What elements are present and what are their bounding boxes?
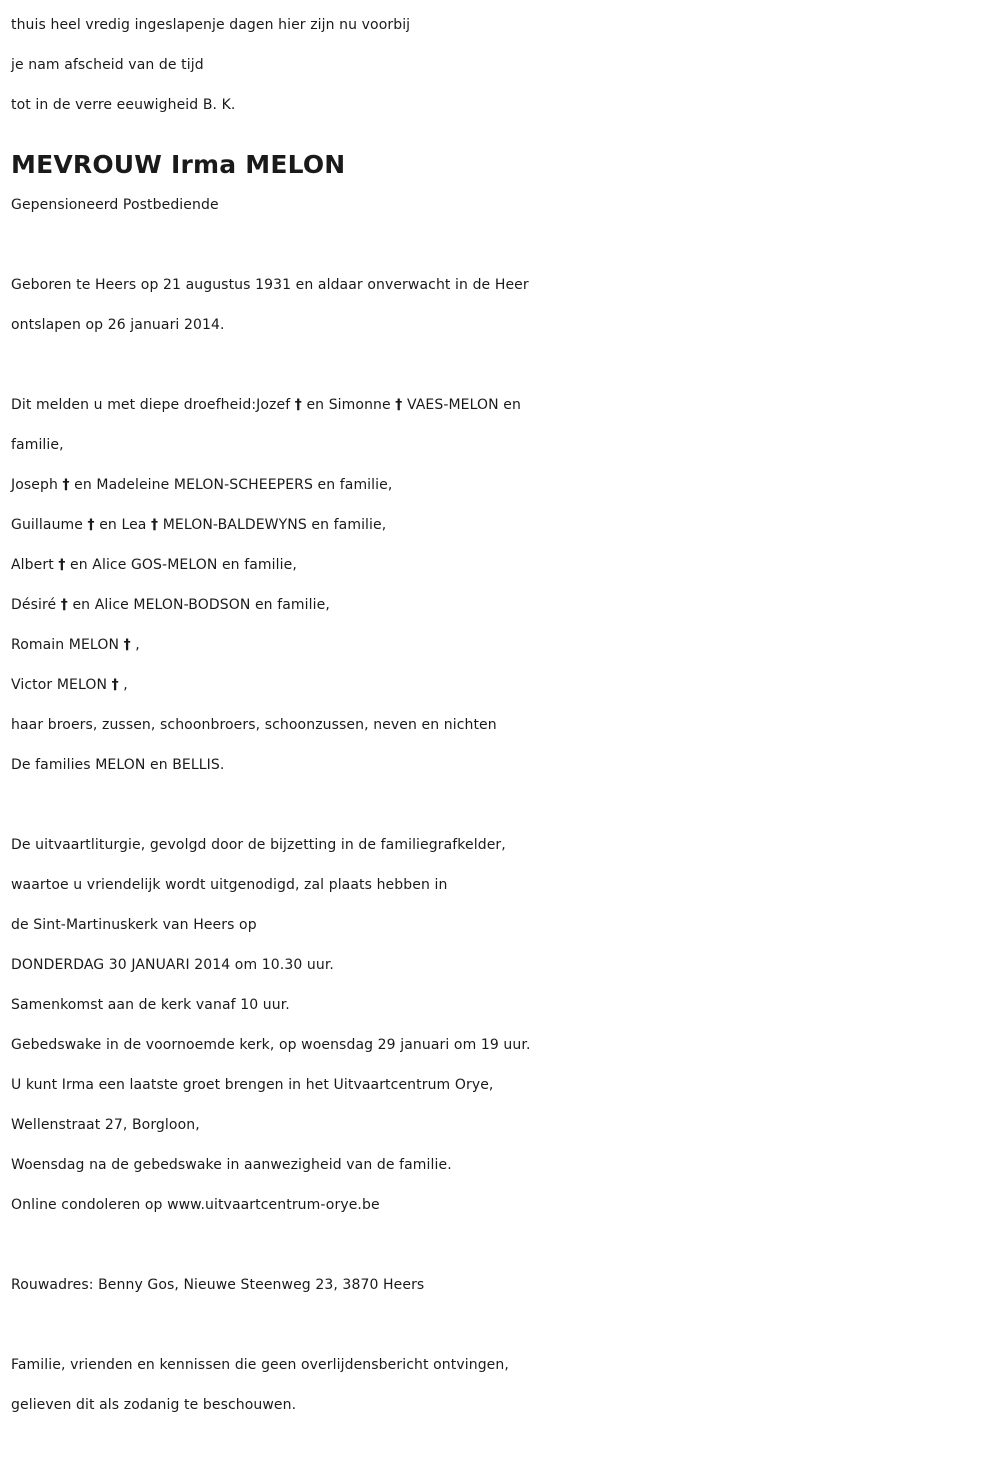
- family-line: Joseph † en Madeleine MELON-SCHEEPERS en familie,: [11, 465, 991, 505]
- spacer: [11, 225, 991, 265]
- closing-paragraph: [11, 1345, 991, 1425]
- poem-line: tot in de verre eeuwigheid B. K.: [11, 97, 236, 113]
- paragraph-line: Online condoleren op www.uitvaartcentrum-orye.be: [11, 1197, 380, 1213]
- family-line: Guillaume † en Lea † MELON-BALDEWYNS en familie,: [11, 505, 991, 545]
- paragraph-line: Wellenstraat 27, Borgloon,: [11, 1117, 200, 1133]
- paragraph-line: Woensdag na de gebedswake in aanwezigheid van de familie.: [11, 1157, 452, 1173]
- occupation: Gepensioneerd Postbediende: [11, 197, 219, 213]
- poem: [11, 5, 991, 125]
- paragraph-line: Gebedswake in de voornoemde kerk, op woensdag 29 januari om 19 uur.: [11, 1037, 531, 1053]
- cross-icon: †: [123, 637, 131, 653]
- spacer: [11, 1225, 991, 1265]
- paragraph-line: Familie, vrienden en kennissen die geen overlijdensbericht ontvingen,: [11, 1357, 509, 1373]
- family-line: haar broers, zussen, schoonbroers, schoonzussen, neven en nichten: [11, 717, 497, 733]
- deceased-name: MEVROUW Irma MELON: [11, 150, 346, 179]
- poem-line: je nam afscheid van de tijd: [11, 57, 204, 73]
- poem-line: thuis heel vredig ingeslapenje dagen hier zijn nu voorbij: [11, 17, 411, 33]
- spacer: [11, 1305, 991, 1345]
- family-line: Désiré † en Alice MELON-BODSON en familie,: [11, 585, 991, 625]
- obituary-document: [11, 5, 991, 1425]
- birth-death-paragraph: [11, 265, 991, 345]
- cross-icon: †: [151, 517, 159, 533]
- paragraph-line: Geboren te Heers op 21 augustus 1931 en aldaar onverwacht in de Heer: [11, 277, 529, 293]
- spacer: [11, 785, 991, 825]
- cross-icon: †: [395, 397, 403, 413]
- paragraph-line: waartoe u vriendelijk wordt uitgenodigd, zal plaats hebben in: [11, 877, 448, 893]
- family-line: Victor MELON † ,: [11, 665, 991, 705]
- paragraph-line: U kunt Irma een laatste groet brengen in het Uitvaartcentrum Orye,: [11, 1077, 494, 1093]
- family-line: De families MELON en BELLIS.: [11, 757, 225, 773]
- family-line: Albert † en Alice GOS-MELON en familie,: [11, 545, 991, 585]
- cross-icon: †: [111, 677, 119, 693]
- paragraph-line: Samenkomst aan de kerk vanaf 10 uur.: [11, 997, 290, 1013]
- spacer: [11, 345, 991, 385]
- paragraph-line: ontslapen op 26 januari 2014.: [11, 317, 225, 333]
- cross-icon: †: [58, 557, 66, 573]
- cross-icon: †: [294, 397, 302, 413]
- paragraph-line: gelieven dit als zodanig te beschouwen.: [11, 1397, 297, 1413]
- cross-icon: †: [62, 477, 70, 493]
- paragraph-line: De uitvaartliturgie, gevolgd door de bijzetting in de familiegrafkelder,: [11, 837, 506, 853]
- family-line: Romain MELON † ,: [11, 625, 991, 665]
- cross-icon: †: [60, 597, 68, 613]
- paragraph-line: DONDERDAG 30 JANUARI 2014 om 10.30 uur.: [11, 957, 334, 973]
- family-line: Dit melden u met diepe droefheid:Jozef † en Simonne † VAES-MELON en: [11, 385, 991, 425]
- family-list: [11, 385, 991, 785]
- cross-icon: †: [87, 517, 95, 533]
- mourning-address: Rouwadres: Benny Gos, Nieuwe Steenweg 23, 3870 Heers: [11, 1277, 425, 1293]
- funeral-paragraph: [11, 825, 991, 1225]
- family-line: familie,: [11, 437, 64, 453]
- paragraph-line: de Sint-Martinuskerk van Heers op: [11, 917, 257, 933]
